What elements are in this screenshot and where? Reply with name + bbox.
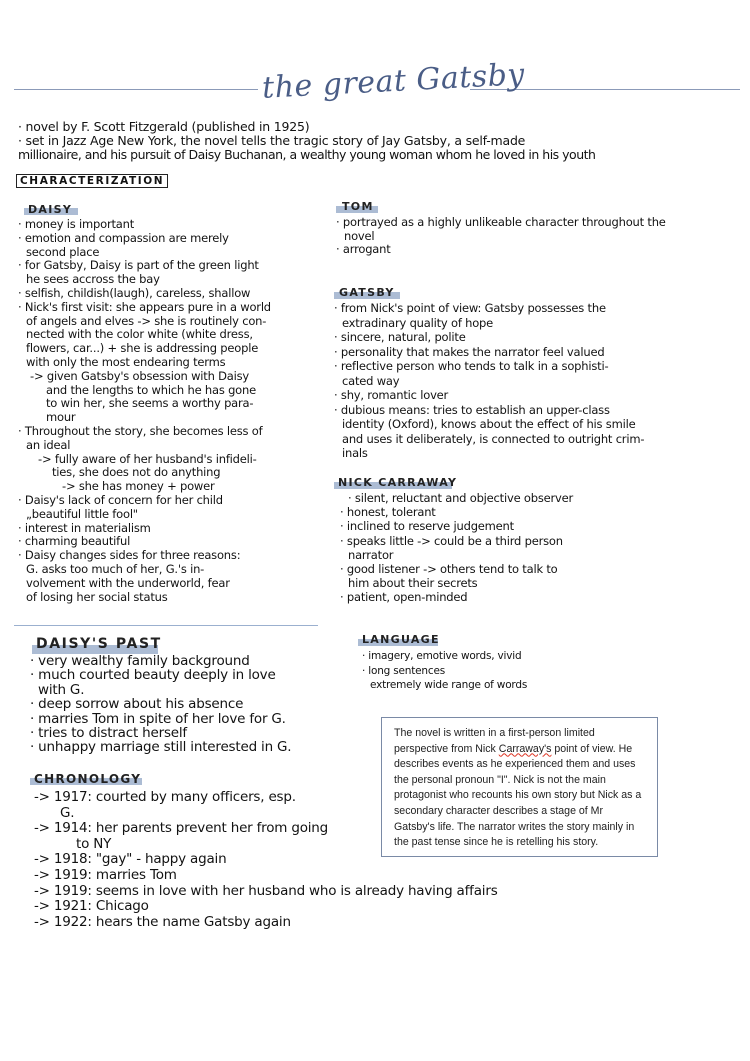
daisys-past-note-line: · deep sorrow about his absence <box>30 696 244 713</box>
daisy-note-line: an ideal <box>26 437 71 452</box>
chronology-note-line: G. <box>60 804 75 821</box>
language-note-line: · imagery, emotive words, vivid <box>362 650 522 662</box>
daisys-past-note-line: · unhappy marriage still interested in G. <box>30 739 292 756</box>
textbox-text-end: point of view. He describes events as he experienced them and uses the personal pronoun "I". Nick is not the main protagonist who recounts his own story but Nick as a secondary character describes a stage of Mr Gatsby's life. The narrator writes the story mainly in the past tense since he is retelling his story. <box>394 742 642 849</box>
daisys-past-note-line: with G. <box>38 681 85 698</box>
tom-note-line: novel <box>344 228 375 243</box>
intro-line-3: millionaire, and his pursuit of Daisy Buchanan, a wealthy young woman whom he loved in his youth <box>18 147 596 162</box>
gatsby-note-line: · from Nick's point of view: Gatsby possesses the <box>334 301 606 315</box>
chronology-note-line: -> 1917: courted by many officers, esp. <box>34 789 296 805</box>
daisy-note-line: · money is important <box>18 217 135 231</box>
characterization-label: CHARACTERIZATION <box>20 175 165 187</box>
gatsby-note-line: · dubious means: tries to establish an upper-class <box>334 402 610 417</box>
gatsby-note-line: and uses it deliberately, is connected to outright crim- <box>342 431 645 446</box>
daisy-heading: DAISY <box>28 203 73 216</box>
nick-note-line: him about their secrets <box>348 576 478 591</box>
title-rule-left <box>14 89 258 90</box>
chronology-note-line: -> 1919: marries Tom <box>34 867 177 883</box>
intro-line-2: · set in Jazz Age New York, the novel tells the tragic story of Jay Gatsby, a self-made <box>18 133 526 148</box>
daisy-note-line: · Daisy changes sides for three reasons: <box>18 548 241 563</box>
gatsby-note-line: · reflective person who tends to talk in a sophisti- <box>334 359 609 373</box>
nick-note-line: · silent, reluctant and objective observer <box>348 491 574 505</box>
daisy-note-line: ties, she does not do anything <box>52 465 221 480</box>
gatsby-note-line: · shy, romantic lover <box>334 388 449 402</box>
narrative-perspective-box <box>381 717 658 857</box>
chronology-note-line: -> 1919: seems in love with her husband who is already having affairs <box>34 882 498 899</box>
nick-heading: NICK CARRAWAY <box>338 476 458 489</box>
chronology-heading: CHRONOLOGY <box>34 772 142 786</box>
daisy-note-line: G. asks too much of her, G.'s in- <box>26 562 205 576</box>
characterization-heading <box>16 174 168 188</box>
textbox-text-start: The novel is written in a first-person limited perspective from Nick <box>394 727 595 755</box>
daisy-note-line: and the lengths to which he has gone <box>46 382 256 397</box>
daisy-note-line: · charming beautiful <box>18 534 131 549</box>
daisy-note-line: -> given Gatsby's obsession with Daisy <box>30 368 250 383</box>
daisy-note-line: second place <box>26 244 100 259</box>
daisy-note-line: · Throughout the story, she becomes less of <box>18 424 263 438</box>
daisy-note-line: · selfish, childish(laugh), careless, shallow <box>18 286 251 300</box>
nick-note-line: · good listener -> others tend to talk to <box>340 562 558 576</box>
language-heading: LANGUAGE <box>362 633 440 646</box>
nick-note-line: · speaks little -> could be a third person <box>340 533 563 548</box>
daisy-note-line: he sees accross the bay <box>26 272 160 287</box>
gatsby-note-line: inals <box>342 446 368 460</box>
textbox-underlined-word: Carraway's <box>498 742 552 755</box>
gatsby-note-line: extradinary quality of hope <box>342 315 494 330</box>
daisy-note-line: of losing her social status <box>26 589 168 604</box>
daisy-note-line: with only the most endearing terms <box>26 355 226 369</box>
chronology-note-line: -> 1918: "gay" - happy again <box>34 851 227 868</box>
daisy-note-line: flowers, car...) + she is addressing people <box>26 341 259 356</box>
gatsby-heading: GATSBY <box>339 286 395 299</box>
tom-note-line: · portrayed as a highly unlikeable character throughout the <box>336 215 666 229</box>
tom-note-line: · arrogant <box>336 242 391 256</box>
daisy-note-line: · for Gatsby, Daisy is part of the green light <box>18 258 259 273</box>
language-note-line: · long sentences <box>362 664 445 677</box>
daisy-note-line: „beautiful little fool" <box>26 506 138 521</box>
daisys-past-note-line: · much courted beauty deeply in love <box>30 667 276 684</box>
daisys-past-note-line: · marries Tom in spite of her love for G. <box>30 710 286 727</box>
language-note-line: extremely wide range of words <box>370 679 528 691</box>
daisy-note-line: -> she has money + power <box>62 479 215 494</box>
intro-line-1: · novel by F. Scott Fitzgerald (published in 1925) <box>18 119 310 134</box>
daisys-past-note-line: · tries to distract herself <box>30 725 187 741</box>
daisy-note-line: · Nick's first visit: she appears pure in a world <box>18 299 271 314</box>
daisy-note-line: nected with the color white (white dress, <box>26 327 253 342</box>
chronology-note-line: -> 1922: hears the name Gatsby again <box>34 913 291 930</box>
chronology-note-line: -> 1921: Chicago <box>34 898 149 915</box>
daisy-note-line: -> fully aware of her husband's infideli- <box>38 451 257 466</box>
daisy-note-line: mour <box>46 410 76 425</box>
gatsby-note-line: identity (Oxford), knows about the effect of his smile <box>342 417 636 431</box>
chronology-note-line: -> 1914: her parents prevent her from going <box>34 820 329 837</box>
gatsby-note-line: · sincere, natural, polite <box>334 330 466 344</box>
chronology-note-line: to NY <box>76 835 112 852</box>
section-divider <box>14 625 318 626</box>
daisy-note-line: · interest in materialism <box>18 520 151 535</box>
gatsby-note-line: cated way <box>342 373 400 388</box>
gatsby-note-line: · personality that makes the narrator feel valued <box>334 344 605 359</box>
daisy-note-line: · emotion and compassion are merely <box>18 230 229 245</box>
daisy-note-line: volvement with the underworld, fear <box>26 575 230 590</box>
nick-note-line: · patient, open-minded <box>340 590 468 605</box>
daisys-past-note-line: · very wealthy family background <box>30 653 250 669</box>
nick-note-line: narrator <box>348 547 394 562</box>
nick-note-line: · inclined to reserve judgement <box>340 519 514 534</box>
daisy-note-line: of angels and elves -> she is routinely con- <box>26 313 267 328</box>
tom-heading: TOM <box>342 200 374 213</box>
daisy-note-line: · Daisy's lack of concern for her child <box>18 493 223 507</box>
daisys-past-heading: DAISY'S PAST <box>36 636 162 652</box>
page-title: the great Gatsby <box>261 57 526 106</box>
nick-note-line: · honest, tolerant <box>340 505 436 520</box>
daisy-note-line: to win her, she seems a worthy para- <box>46 396 254 411</box>
